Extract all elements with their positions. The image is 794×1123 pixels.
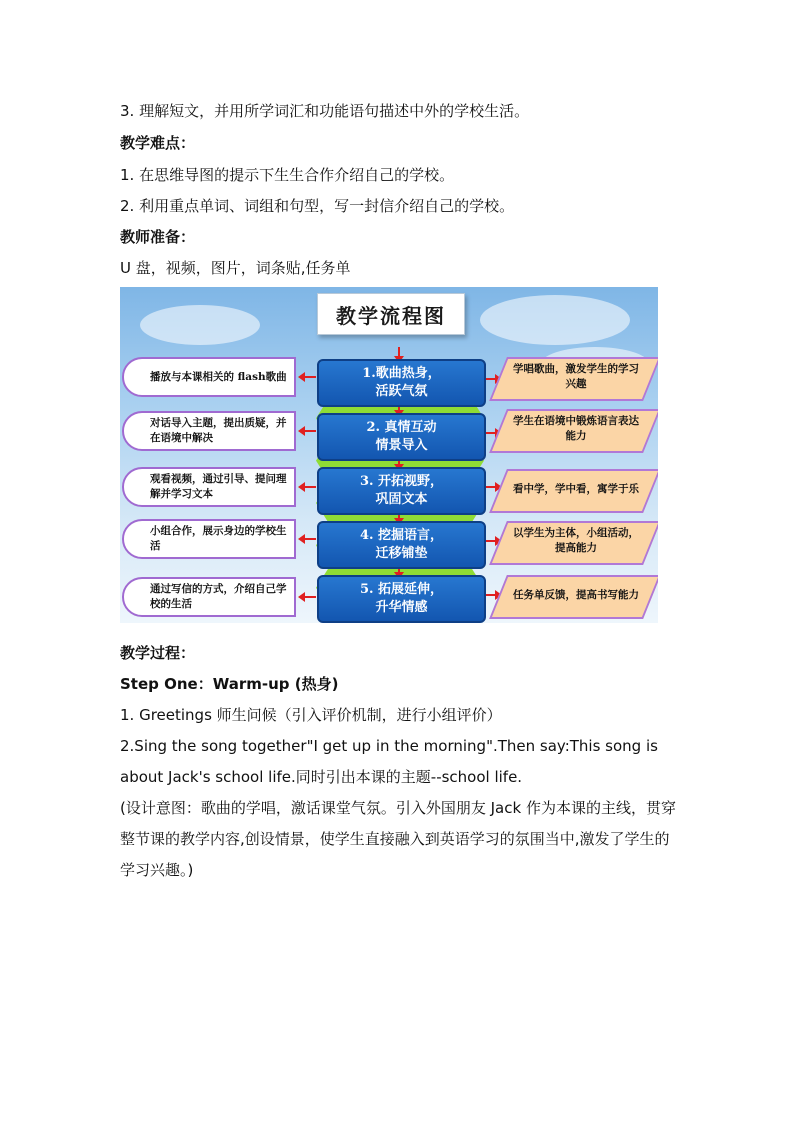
flow-left-box-3: 观看视频，通过引导、提问理解并学习文本 (122, 467, 296, 507)
design-intent-note: (设计意图：歌曲的学唱，激话课堂气氛。引入外国朋友 Jack 作为本课的主线，贯穿整节课的教学内容,创设情景，使学生直接融入到英语学习的氛围当中,激发了学生的学习兴趣。) (120, 799, 676, 879)
flow-arrow-left (304, 376, 316, 378)
process-heading: 教学过程： (120, 644, 196, 662)
flow-center-line: 升华情感 (375, 600, 428, 615)
flow-right-text-2: 学生在语境中锻炼语言表达能力 (513, 415, 639, 442)
flow-center-line: 2. 真情互动 (366, 420, 437, 435)
flow-center-line: 活跃气氛 (375, 384, 428, 399)
flow-arrow-left (304, 596, 316, 598)
flow-arrow-right (486, 486, 496, 488)
flow-center-line: 4. 挖掘语言， (359, 528, 444, 543)
teaching-flowchart (120, 287, 658, 623)
flow-center-box-2 (317, 413, 486, 461)
flow-arrow-left (304, 486, 316, 488)
flow-right-text-5: 任务单反馈，提高书写能力 (513, 588, 639, 601)
flow-center-line: 3. 开拓视野， (359, 474, 444, 489)
difficulty-2: 2. 利用重点单词、词组和句型，写一封信介绍自己的学校。 (120, 197, 515, 215)
flow-center-box-3 (317, 467, 486, 515)
flow-arrow-right (486, 540, 496, 542)
flow-left-box-4: 小组合作，展示身边的学校生活 (122, 519, 296, 559)
flow-center-line: 情景导入 (375, 438, 428, 453)
step-one-heading: Step One：Warm-up (热身) (120, 675, 339, 693)
flow-center-line: 巩固文本 (375, 492, 428, 507)
difficulty-1: 1. 在思维导图的提示下生生合作介绍自己的学校。 (120, 166, 455, 184)
flow-arrow-right (486, 378, 496, 380)
process-item-2: 2.Sing the song together"I get up in the morning".Then say:This song is about Jack's school life.同时引出本课的主题--school life. (120, 737, 658, 786)
objective-3: 3. 理解短文，并用所学词汇和功能语句描述中外的学校生活。 (120, 102, 530, 120)
flow-arrow-right (486, 594, 496, 596)
flow-left-box-1: 播放与本课相关的 flash歌曲 (122, 357, 296, 397)
flowchart-title: 教学流程图 (317, 293, 465, 335)
flow-center-box-1 (317, 359, 486, 407)
flow-right-text-1: 学唱歌曲，激发学生的学习兴趣 (513, 363, 639, 390)
flow-center-box-5 (317, 575, 486, 623)
prep-heading: 教师准备： (120, 228, 196, 246)
flow-arrow-down (398, 347, 400, 357)
process-item-1: 1. Greetings 师生问候（引入评价机制，进行小组评价） (120, 706, 502, 724)
flow-center-line: 5. 拓展延伸， (359, 582, 444, 597)
prep-items: U 盘，视频，图片，词条贴,任务单 (120, 259, 351, 277)
flow-center-line: 迁移铺垫 (375, 546, 428, 561)
flow-left-box-5: 通过写信的方式，介绍自己学校的生活 (122, 577, 296, 617)
flow-center-box-4 (317, 521, 486, 569)
difficulty-heading: 教学难点： (120, 134, 196, 152)
flow-arrow-left (304, 538, 316, 540)
flow-center-line: 1.歌曲热身， (362, 366, 441, 381)
flow-arrow-left (304, 430, 316, 432)
flow-arrow-right (486, 432, 496, 434)
flow-right-text-3: 看中学，学中看，寓学于乐 (513, 482, 639, 495)
flow-right-text-4: 以学生为主体，小组活动，提高能力 (513, 527, 639, 554)
flow-left-box-2: 对话导入主题，提出质疑，并在语境中解决 (122, 411, 296, 451)
